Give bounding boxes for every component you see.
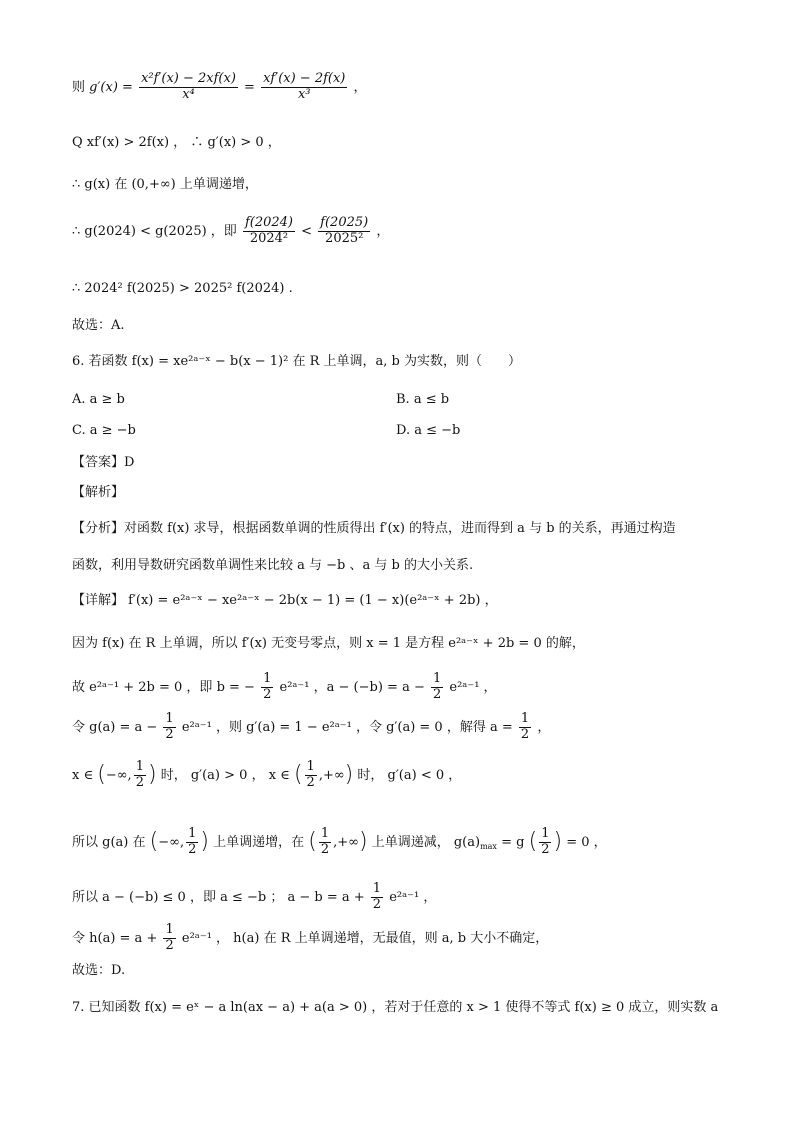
half-numerator: 1 <box>320 826 330 841</box>
left-paren: ( <box>149 829 159 855</box>
half-numerator: 1 <box>432 671 442 686</box>
detail-6-b: e²ᵃ⁻¹ ， <box>389 889 437 905</box>
question-7: 7. 已知函数 f(x) = eˣ − a ln(ax − a) + a(a > 0) ，若对于任意的 x > 1 使得不等式 f(x) ≥ 0 成立，则实数 a <box>72 1000 719 1015</box>
detail-line-2 <box>72 672 734 703</box>
detail-6-a: 所以 a − (−b) ≤ 0 ，即 a ≤ −b ； a − b = a + <box>72 889 365 905</box>
right-paren: ) <box>553 829 563 855</box>
line-end: ， <box>353 79 367 95</box>
fraction-2-denominator: x³ <box>297 86 311 102</box>
detail-2-c: e²ᵃ⁻¹ ， <box>449 679 497 695</box>
half-denominator: 2 <box>135 774 144 790</box>
half-denominator: 2 <box>520 726 530 742</box>
half-numerator: 1 <box>165 711 174 726</box>
right-paren: ) <box>200 829 209 855</box>
half-numerator: 1 <box>306 759 315 774</box>
answer-choice-line: 故选：A. <box>72 318 125 333</box>
derivative-line <box>72 72 734 103</box>
detail-5-a: 所以 g(a) 在 <box>72 834 146 850</box>
detail-5-e: = 0 ， <box>566 834 607 850</box>
half-denominator: 2 <box>165 937 174 953</box>
detail-3-b: e²ᵃ⁻¹ ，则 g′(a) = 1 − e²ᵃ⁻¹ ，令 g′(a) = 0 ，解得 a = <box>181 719 513 735</box>
text-prefix: 则 <box>72 79 86 95</box>
interval-2-right: ,+∞ <box>318 767 345 783</box>
fraction-2025-numerator: f(2025) <box>320 215 369 230</box>
half-fraction <box>186 827 198 858</box>
analysis-text-2: 函数，利用导数研究函数单调性来比较 a 与 −b 、a 与 b 的大小关系. <box>72 558 474 573</box>
half-denominator: 2 <box>165 726 174 742</box>
comparison-text: ∴ g(2024) < g(2025) ，即 <box>72 223 237 239</box>
detail-4-b: 时， g′(a) > 0 ， x ∈ <box>160 767 290 783</box>
right-paren: ) <box>344 762 354 788</box>
half-fraction <box>371 882 383 913</box>
analysis-label: 【解析】 <box>72 485 125 500</box>
right-paren: ) <box>147 762 157 788</box>
option-a: A. a ≥ b <box>72 392 125 407</box>
detail-derivative: 【详解】 f′(x) = e²ᵃ⁻ˣ − xe²ᵃ⁻ˣ − 2b(x − 1) = (1 − x)(e²ᵃ⁻ˣ + 2b) ， <box>72 593 498 608</box>
fraction-2025-denominator: 2025² <box>325 230 364 246</box>
monotonic-line: ∴ g(x) 在 (0,+∞) 上单调递增， <box>72 177 258 192</box>
detail-3-a: 令 g(a) = a − <box>72 719 158 735</box>
half-denominator: 2 <box>541 841 550 857</box>
fraction-2024 <box>243 216 295 247</box>
half-numerator: 1 <box>135 759 144 774</box>
g-prime-expression: g′(x) = <box>89 79 133 95</box>
half-fraction <box>163 712 175 743</box>
half-denominator: 2 <box>188 841 197 857</box>
half-fraction <box>539 827 551 858</box>
conclusion-line: ∴ 2024² f(2025) > 2025² f(2024) . <box>72 281 293 296</box>
fraction-2024-numerator: f(2024) <box>244 215 293 230</box>
detail-2-b: e²ᵃ⁻¹ ，a − (−b) = a − <box>279 679 425 695</box>
half-fraction <box>261 672 273 703</box>
analysis-text-1: 【分析】对函数 f(x) 求导，根据函数单调的性质得出 f′(x) 的特点，进而得到 a 与 b 的关系，再通过构造 <box>72 521 676 536</box>
detail-line-7 <box>72 923 734 954</box>
detail-line-5 <box>72 827 734 858</box>
fraction-2 <box>261 72 347 103</box>
detail-5-d: = g <box>501 834 525 850</box>
half-fraction <box>134 760 146 791</box>
half-denominator: 2 <box>432 686 442 702</box>
interval-2-right: ,+∞ <box>333 834 359 850</box>
half-numerator: 1 <box>263 671 272 686</box>
fraction-2025 <box>318 216 370 247</box>
option-b: B. a ≤ b <box>396 392 450 407</box>
fraction-1 <box>139 72 238 103</box>
half-fraction <box>319 827 331 858</box>
question-6: 6. 若函数 f(x) = xe²ᵃ⁻ˣ − b(x − 1)² 在 R 上单调，a, b 为实数，则（ ） <box>72 354 521 369</box>
detail-2-a: 故 e²ᵃ⁻¹ + 2b = 0 ，即 b = − <box>72 679 255 695</box>
half-denominator: 2 <box>306 774 315 790</box>
detail-4-c: 时， g′(a) < 0 ， <box>357 767 462 783</box>
comparison-line <box>72 216 734 247</box>
half-fraction <box>163 923 175 954</box>
half-fraction <box>519 712 531 743</box>
half-fraction <box>305 760 317 791</box>
condition-line: Q xf′(x) > 2f(x) ， ∴ g′(x) > 0 ， <box>72 135 281 150</box>
detail-line-1: 因为 f(x) 在 R 上单调，所以 f′(x) 无变号零点，则 x = 1 是方程 e²ᵃ⁻ˣ + 2b = 0 的解， <box>72 636 585 651</box>
fraction-1-denominator: x⁴ <box>182 86 195 102</box>
half-numerator: 1 <box>165 922 174 937</box>
detail-5-c: 上单调递减， g(a) <box>371 834 481 850</box>
left-paren: ( <box>293 762 303 788</box>
equals-sign: = <box>244 79 255 95</box>
detail-4-a: x ∈ <box>72 767 94 783</box>
half-numerator: 1 <box>520 711 530 726</box>
half-numerator: 1 <box>541 826 550 841</box>
left-paren: ( <box>97 762 106 788</box>
interval-1-left: −∞, <box>105 767 132 783</box>
half-fraction <box>431 672 443 703</box>
detail-3-c: ， <box>537 719 551 735</box>
half-denominator: 2 <box>372 896 382 912</box>
detail-line-3 <box>72 712 734 743</box>
option-d: D. a ≤ −b <box>396 423 461 438</box>
half-numerator: 1 <box>188 826 197 841</box>
option-c: C. a ≥ −b <box>72 423 136 438</box>
detail-final-choice: 故选：D. <box>72 963 126 978</box>
less-than-sign: < <box>301 223 313 239</box>
max-subscript: max <box>480 841 497 851</box>
fraction-1-numerator: x²f′(x) − 2xf(x) <box>141 71 236 86</box>
fraction-2-numerator: xf′(x) − 2f(x) <box>263 71 346 86</box>
detail-7-a: 令 h(a) = a + <box>72 930 158 946</box>
half-denominator: 2 <box>320 841 330 857</box>
left-paren: ( <box>528 829 538 855</box>
right-paren: ) <box>358 829 368 855</box>
answer-label: 【答案】D <box>72 455 135 470</box>
left-paren: ( <box>308 829 317 855</box>
line-end: ， <box>376 223 390 239</box>
detail-line-4 <box>72 760 734 791</box>
fraction-2024-denominator: 2024² <box>249 230 289 246</box>
half-numerator: 1 <box>372 881 382 896</box>
half-denominator: 2 <box>263 686 272 702</box>
detail-line-6 <box>72 882 734 913</box>
detail-7-b: e²ᵃ⁻¹ ， h(a) 在 R 上单调递增，无最值，则 a, b 大小不确定， <box>181 930 549 946</box>
interval-1-left: −∞, <box>158 834 185 850</box>
detail-5-b: 上单调递增，在 <box>213 834 305 850</box>
